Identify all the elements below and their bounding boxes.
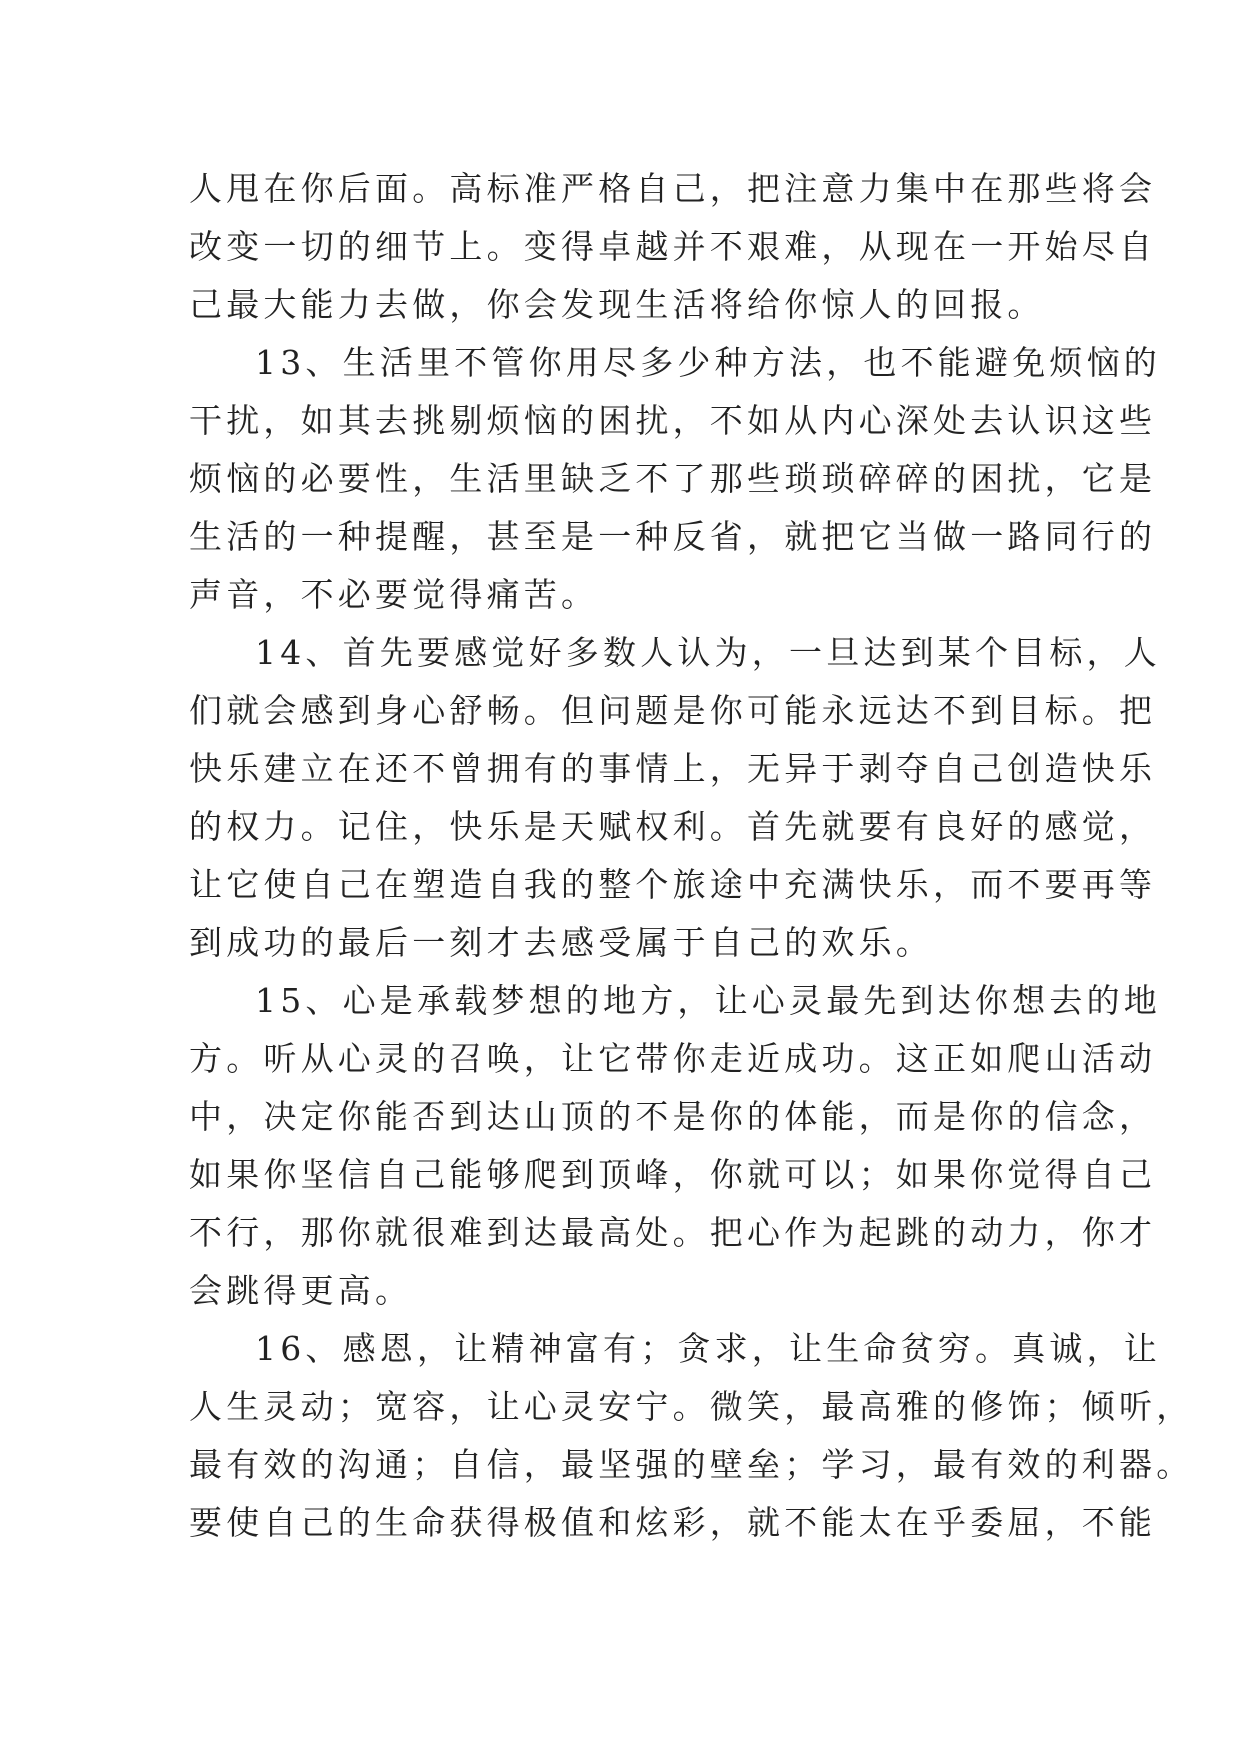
text-line: 快乐建立在还不曾拥有的事情上，无异于剥夺自己创造快乐 xyxy=(189,749,1157,788)
text-line: 生活的一种提醒，甚至是一种反省，就把它当做一路同行的 xyxy=(189,517,1157,556)
text-line: 15、心是承载梦想的地方，让心灵最先到达你想去的地 xyxy=(255,981,1161,1020)
text-line: 要使自己的生命获得极值和炫彩，就不能太在乎委屈，不能 xyxy=(189,1503,1157,1542)
text-line: 让它使自己在塑造自我的整个旅途中充满快乐，而不要再等 xyxy=(189,865,1157,904)
paragraph-continued xyxy=(189,160,1157,334)
text-line: 己最大能力去做，你会发现生活将给你惊人的回报。 xyxy=(189,285,1045,324)
text-line: 干扰，如其去挑剔烦恼的困扰，不如从内心深处去认识这些 xyxy=(189,401,1157,440)
paragraph-14 xyxy=(189,624,1161,972)
text-line: 最有效的沟通；自信，最坚强的壁垒；学习，最有效的利器。 xyxy=(189,1445,1194,1484)
text-line: 16、感恩，让精神富有；贪求，让生命贫穷。真诚，让 xyxy=(255,1329,1161,1368)
text-line: 如果你坚信自己能够爬到顶峰，你就可以；如果你觉得自己 xyxy=(189,1155,1157,1194)
paragraph-15 xyxy=(189,972,1161,1320)
text-line: 的权力。记住，快乐是天赋权利。首先就要有良好的感觉， xyxy=(189,807,1157,846)
text-line: 声音，不必要觉得痛苦。 xyxy=(189,575,599,614)
text-line: 14、首先要感觉好多数人认为，一旦达到某个目标，人 xyxy=(255,633,1161,672)
text-line: 会跳得更高。 xyxy=(189,1271,413,1310)
text-line: 方。听从心灵的召唤，让它带你走近成功。这正如爬山活动 xyxy=(189,1039,1157,1078)
text-line: 人甩在你后面。高标准严格自己，把注意力集中在那些将会 xyxy=(189,169,1157,208)
text-line: 不行，那你就很难到达最高处。把心作为起跳的动力，你才 xyxy=(189,1213,1157,1252)
text-line: 13、生活里不管你用尽多少种方法，也不能避免烦恼的 xyxy=(255,343,1161,382)
paragraph-13 xyxy=(189,334,1161,624)
paragraph-16 xyxy=(189,1320,1194,1552)
body-text xyxy=(189,160,1194,1552)
text-line: 到成功的最后一刻才去感受属于自己的欢乐。 xyxy=(189,923,933,962)
text-line: 们就会感到身心舒畅。但问题是你可能永远达不到目标。把 xyxy=(189,691,1157,730)
text-line: 人生灵动；宽容，让心灵安宁。微笑，最高雅的修饰；倾听， xyxy=(189,1387,1194,1426)
text-line: 改变一切的细节上。变得卓越并不艰难，从现在一开始尽自 xyxy=(189,227,1157,266)
text-line: 中，决定你能否到达山顶的不是你的体能，而是你的信念， xyxy=(189,1097,1157,1136)
text-line: 烦恼的必要性，生活里缺乏不了那些琐琐碎碎的困扰，它是 xyxy=(189,459,1157,498)
